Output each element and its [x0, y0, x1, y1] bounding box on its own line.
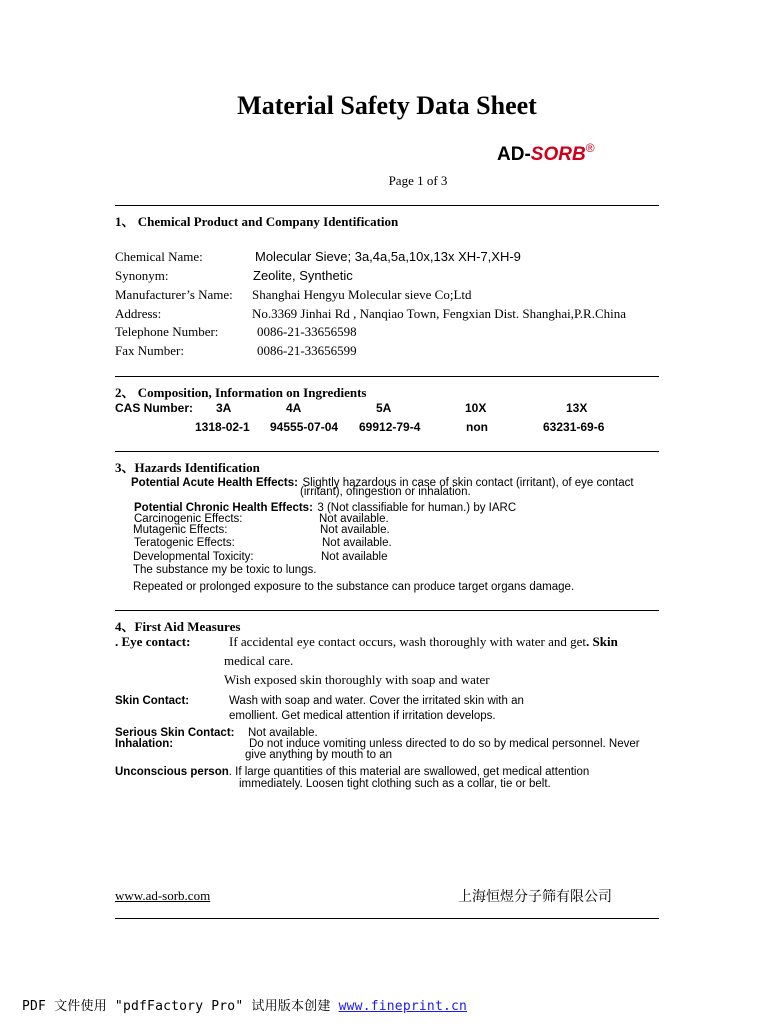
- field-label-chemical-name: Chemical Name:: [115, 249, 203, 264]
- pdf-creator-note: [22, 995, 467, 1014]
- serious-skin-contact-text: Not available.: [248, 727, 318, 739]
- section-3-heading: 3、Hazards Identification: [115, 460, 260, 475]
- divider: [115, 610, 659, 611]
- field-value-manufacturer: Shanghai Hengyu Molecular sieve Co;Ltd: [252, 287, 472, 302]
- page-number: Page 1 of 3: [388, 173, 448, 188]
- cas-type-10x: 10X: [465, 401, 487, 415]
- effect-label-mutagenic: Mutagenic Effects:: [133, 524, 228, 536]
- skin-contact-label: Skin Contact:: [115, 695, 190, 707]
- effect-label-carcinogenic: Carcinogenic Effects:: [134, 513, 243, 525]
- field-value-address: No.3369 Jinhai Rd , Nanqiao Town, Fengxian Dist. Shanghai,P.R.China: [252, 306, 627, 321]
- skin-contact-text-cont: emollient. Get medical attention if irritation develops.: [229, 710, 496, 722]
- effect-value-mutagenic: Not available.: [320, 524, 390, 536]
- inhalation-label: Inhalation:: [115, 738, 174, 750]
- brand-prefix: AD-: [497, 144, 531, 165]
- cas-type-3a: 3A: [216, 401, 232, 415]
- field-label-address: Address:: [115, 306, 162, 321]
- unconscious-person-text: . If large quantities of this material are swallowed, get medical attention: [228, 766, 590, 778]
- effect-value-carcinogenic: Not available.: [319, 513, 389, 525]
- cas-number-4a: 94555-07-04: [270, 420, 339, 434]
- acute-effects-text: Slightly hazardous in case of skin contact (irritant), of eye contact: [302, 477, 634, 489]
- effect-value-developmental: Not available: [321, 551, 388, 563]
- field-value-chemical-name: Molecular Sieve; 3a,4a,5a,10x,13x XH-7,XH-9: [255, 249, 521, 264]
- cas-type-4a: 4A: [286, 401, 302, 415]
- field-value-synonym: Zeolite, Synthetic: [253, 268, 353, 283]
- field-value-telephone: 0086-21-33656598: [257, 324, 357, 339]
- section-2-heading: 2、 Composition, Information on Ingredients: [115, 385, 367, 400]
- hazard-note-exposure: Repeated or prolonged exposure to the substance can produce target organs damage.: [133, 581, 575, 593]
- brand-logo: [497, 141, 595, 166]
- chronic-effects-text: 3 (Not classifiable for human.) by IARC: [317, 502, 517, 514]
- serious-skin-contact-label: Serious Skin Contact:: [115, 727, 235, 739]
- fineprint-link[interactable]: www.fineprint.cn: [338, 999, 468, 1014]
- effect-label-teratogenic: Teratogenic Effects:: [134, 537, 235, 549]
- pdf-creator-text: PDF 文件使用 "pdfFactory Pro" 试用版本创建: [22, 999, 339, 1014]
- acute-effects-text-cont: (irritant), ofingestion or inhalation.: [300, 486, 471, 498]
- cas-number-13x: 63231-69-6: [543, 420, 605, 434]
- hazard-note-lungs: The substance my be toxic to lungs.: [133, 564, 317, 576]
- field-value-fax: 0086-21-33656599: [257, 343, 357, 358]
- eye-contact-label: . Eye contact:: [115, 634, 191, 649]
- brand-name: SORB: [530, 144, 586, 165]
- field-label-fax: Fax Number:: [115, 343, 184, 358]
- effect-label-developmental: Developmental Toxicity:: [133, 551, 254, 563]
- unconscious-person-label: Unconscious person: [115, 766, 229, 778]
- skin-contact-text: Wash with soap and water. Cover the irritated skin with an: [229, 695, 524, 707]
- cas-number-10x: non: [466, 420, 488, 434]
- eye-contact-text-end: . Skin: [586, 634, 618, 649]
- unconscious-person-text-cont: immediately. Loosen tight clothing such as a collar, tie or belt.: [239, 778, 551, 790]
- cas-type-5a: 5A: [376, 401, 392, 415]
- eye-contact-text-cont: medical care.: [224, 653, 294, 668]
- inhalation-text-cont: give anything by mouth to an: [245, 749, 393, 761]
- effect-value-teratogenic: Not available.: [322, 537, 392, 549]
- section-1-heading: 1、 Chemical Product and Company Identification: [115, 214, 399, 229]
- registered-mark: ®: [585, 141, 595, 155]
- field-label-synonym: Synonym:: [115, 268, 169, 283]
- divider: [115, 376, 659, 377]
- website-link[interactable]: www.ad-sorb.com: [115, 888, 211, 903]
- divider: [115, 451, 659, 452]
- divider: [115, 205, 659, 206]
- cas-label: CAS Number:: [115, 401, 194, 415]
- eye-contact-text: [229, 634, 618, 650]
- document-title: Material Safety Data Sheet: [237, 91, 537, 120]
- inhalation-text: Do not induce vomiting unless directed to do so by medical personnel. Never: [249, 738, 640, 750]
- eye-contact-wash-note: Wish exposed skin thoroughly with soap and water: [224, 672, 490, 687]
- field-label-telephone: Telephone Number:: [115, 324, 219, 339]
- field-label-manufacturer: Manufacturer’s Name:: [115, 287, 233, 302]
- acute-effects-label: Potential Acute Health Effects:: [131, 477, 298, 489]
- eye-contact-text-main: If accidental eye contact occurs, wash thoroughly with water and get: [229, 634, 586, 649]
- cas-number-5a: 69912-79-4: [359, 420, 421, 434]
- cas-type-13x: 13X: [566, 401, 588, 415]
- section-4-heading: 4、First Aid Measures: [115, 619, 241, 634]
- chronic-effects-label: Potential Chronic Health Effects:: [134, 502, 313, 514]
- cas-number-3a: 1318-02-1: [195, 420, 250, 434]
- company-name-chinese: 上海恒煜分子筛有限公司: [458, 890, 612, 905]
- footer-divider: [115, 918, 659, 919]
